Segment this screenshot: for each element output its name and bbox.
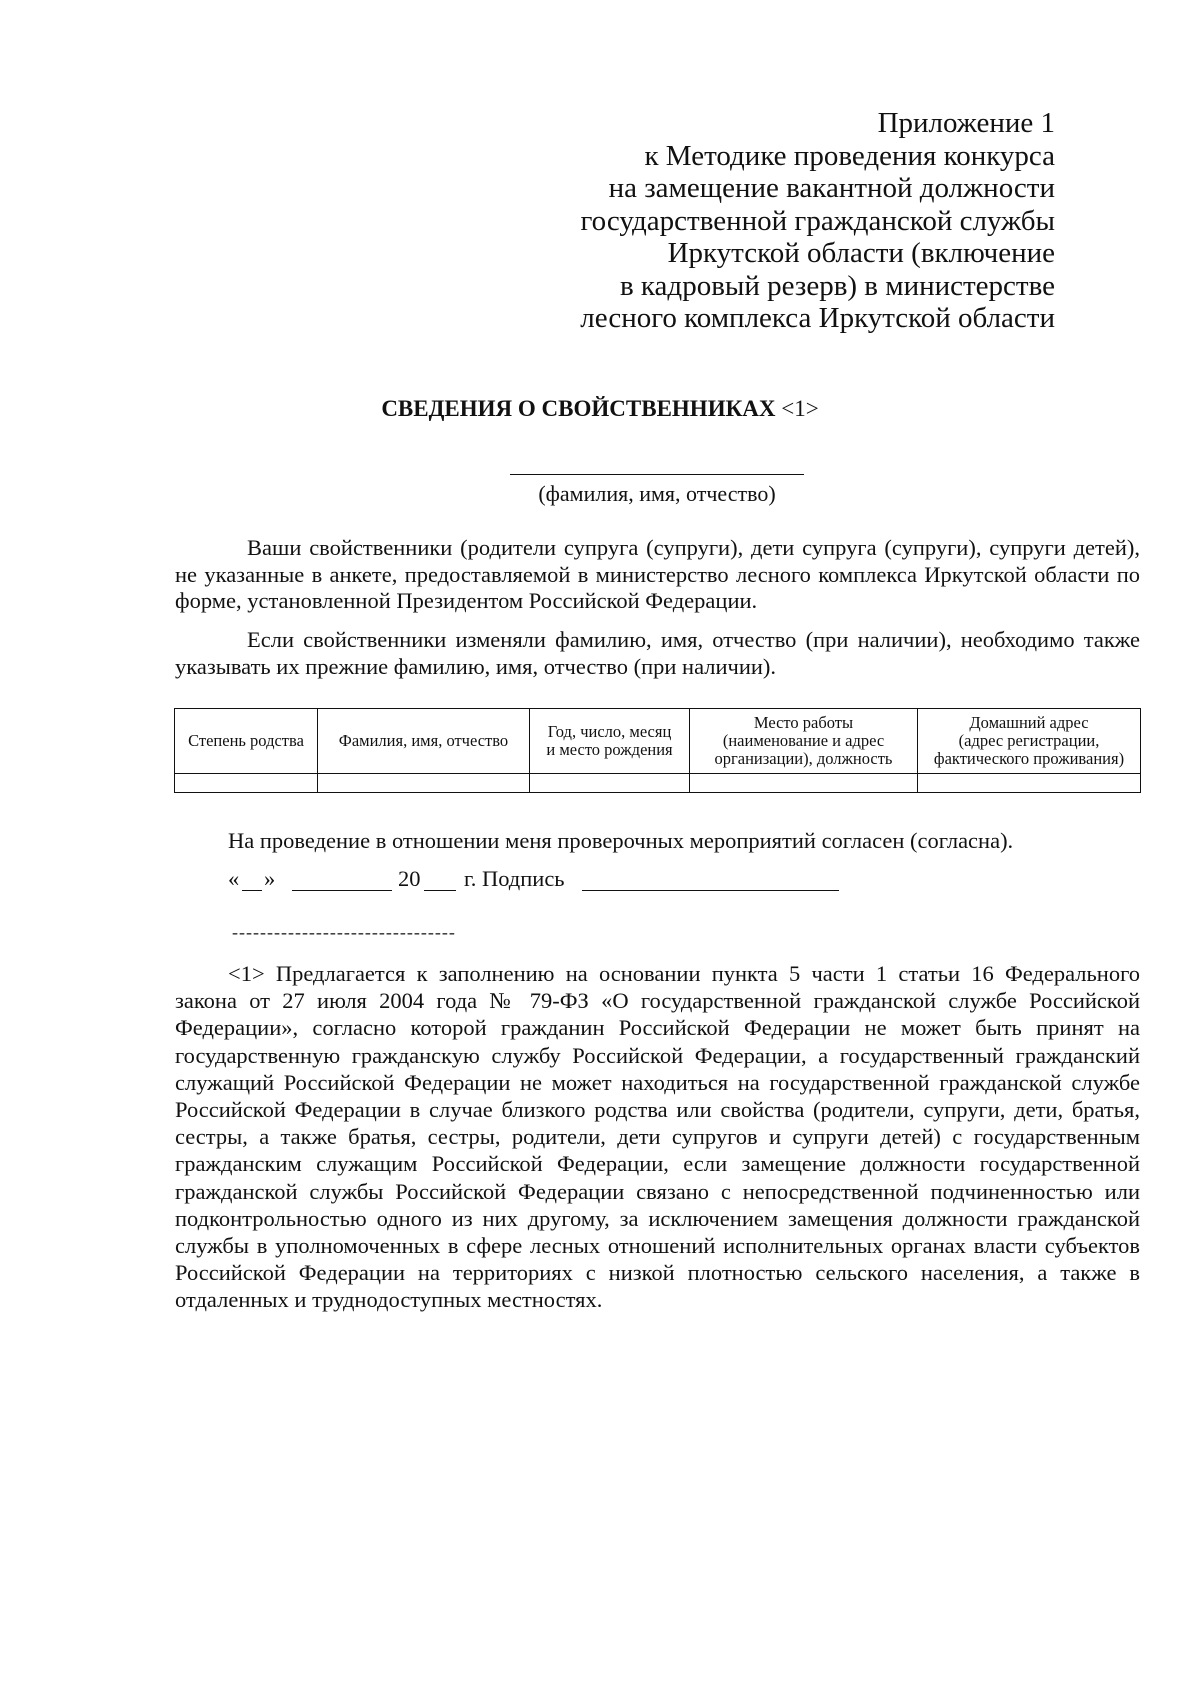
appendix-line: Приложение 1: [877, 107, 1055, 139]
table-cell[interactable]: [175, 774, 318, 793]
signature-field[interactable]: [582, 890, 839, 891]
footnote-ref: <1>: [775, 396, 819, 421]
page-title-bold: СВЕДЕНИЯ О СВОЙСТВЕННИКАХ: [381, 396, 776, 421]
appendix-line: на замещение вакантной должности: [608, 172, 1055, 204]
col-header-workplace: Место работы (наименование и адрес организации), должность: [690, 709, 918, 774]
table-cell[interactable]: [918, 774, 1141, 793]
year-prefix: 20: [398, 866, 421, 891]
day-field[interactable]: [242, 890, 262, 891]
appendix-line: в кадровый резерв) в министерстве: [619, 269, 1055, 302]
col-header-full-name: Фамилия, имя, отчество: [318, 709, 530, 774]
fio-caption: (фамилия, имя, отчество): [538, 481, 776, 506]
col-header-birth: Год, число, месяц и место рождения: [530, 709, 690, 774]
appendix-line: государственной гражданской службы: [580, 204, 1055, 237]
appendix-line: к Методике проведения конкурса: [644, 139, 1055, 172]
table-cell[interactable]: [690, 774, 918, 793]
footnote-text: <1> Предлагается к заполнению на основании пункта 5 части 1 статьи 16 Федерального закона от 27 июля 2004 года № 79-ФЗ «О государственной гражданской службе Российской Федерации», согласно которой гражданин Российской Федерации не может быть принят на государственную гражданскую службу Российской Федерации, а государственный гражданский служащий Российской Федерации не может находиться на государственной гражданской службе Российской Федерации в случае близкого родства или свойства (родители, супруги, дети, братья, сестры, а также братья, сестры, родители, дети супругов и супруги детей) с государственным гражданским служащим Российской Федерации, если замещение должности государственной гражданской службы Российской Федерации связано с непосредственной подчиненностью или подконтрольностью одного из них другому, за исключением замещения должности гражданской службы в уполномоченных в сфере лесных отношений исполнительных органах власти субъектов Российской Федерации на территориях с низкой плотностью сельского населения, а также в отдаленных и труднодоступных местностях.: [175, 961, 1140, 1313]
table-row: [175, 774, 1141, 793]
table-cell[interactable]: [530, 774, 690, 793]
quote-open: «: [228, 866, 240, 891]
appendix-line: лесного комплекса Иркутской области: [580, 302, 1055, 334]
signature-label: г. Подпись: [464, 866, 565, 891]
quote-close: »: [264, 866, 276, 891]
month-field[interactable]: [292, 890, 392, 891]
paragraph-relatives: Ваши свойственники (родители супруга (супруги), дети супруга (супруги), супруги детей), не указанные в анкете, предоставляемой в министерство лесного комплекса Иркутской области по форме, установленной Президентом Российской Федерации.: [175, 535, 1140, 613]
col-header-kinship: Степень родства: [175, 709, 318, 774]
relatives-table: [174, 708, 1141, 793]
footnote-separator: --------------------------------: [232, 922, 456, 942]
page-title: [0, 396, 1200, 422]
table-cell[interactable]: [318, 774, 530, 793]
paragraph-name-change: Если свойственники изменяли фамилию, имя, отчество (при наличии), необходимо также указывать их прежние фамилию, имя, отчество (при наличии).: [175, 627, 1140, 679]
col-header-address: Домашний адрес (адрес регистрации, фактического проживания): [918, 709, 1141, 774]
table-header-row: [175, 709, 1141, 774]
appendix-line: Иркутской области (включение: [667, 237, 1055, 269]
consent-statement: На проведение в отношении меня проверочных мероприятий согласен (согласна).: [228, 828, 1014, 853]
fio-underline: [510, 474, 804, 475]
appendix-header: [535, 107, 1055, 335]
year-field[interactable]: [424, 890, 456, 891]
